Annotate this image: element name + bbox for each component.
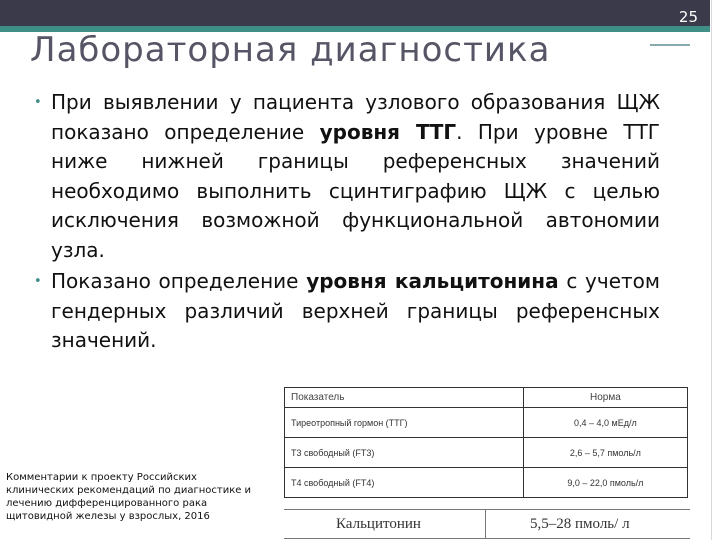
calcitonin-row	[284, 509, 690, 539]
page-number: 25	[678, 8, 698, 26]
bullet-text: с учетом гендерных различий верхней границы референсных значений.	[51, 269, 660, 352]
calcitonin-label: Кальцитонин	[284, 510, 486, 538]
top-bar	[0, 0, 710, 26]
table-header: Показатель	[285, 388, 524, 408]
table-cell: 2,6 – 5,7 пмоль/л	[523, 438, 687, 468]
reference-table	[284, 387, 688, 498]
table-cell: 0,4 – 4,0 мЕд/л	[523, 408, 687, 438]
bullet-bold-text: уровня ТТГ	[319, 119, 457, 144]
table-header: Норма	[523, 388, 687, 408]
bullet-item	[34, 267, 660, 356]
slide-body	[34, 88, 660, 356]
table-row	[285, 468, 688, 498]
title-accent-line	[650, 44, 690, 46]
table-cell: Т4 свободный (FT4)	[285, 468, 524, 498]
table-cell: Тиреотропный гормон (ТТГ)	[285, 408, 524, 438]
table-cell: Т3 свободный (FT3)	[285, 438, 524, 468]
table-header-row	[285, 388, 688, 408]
bullet-text: Показано определение	[51, 269, 307, 293]
bullet-text: При выявлении у пациента узлового образования ЩЖ показано определение	[51, 90, 660, 144]
table-cell: 9,0 – 22,0 пмоль/л	[523, 468, 687, 498]
calcitonin-norm: 5,5–28 пмоль/ л	[530, 515, 630, 532]
source-footnote: Комментарии к проекту Российских клинических рекомендаций по диагностике и лечению дифференцированного рака щитовидной железы у взрослых, 2016	[6, 472, 252, 522]
bullet-text: . При уровне ТТГ ниже нижней границы референсных значений необходимо выполнить сцинтиграфию ЩЖ с целью исключения возможной функциональной автономии узла.	[51, 119, 660, 262]
table-row	[285, 408, 688, 438]
bullet-item	[34, 88, 660, 265]
slide-title: Лабораторная диагностика	[30, 30, 551, 70]
bullet-marker-icon: •	[34, 274, 42, 289]
bullet-marker-icon: •	[34, 95, 42, 110]
table-row	[285, 438, 688, 468]
bullet-bold-text: уровня кальцитонина	[306, 269, 559, 293]
right-border	[711, 0, 720, 540]
